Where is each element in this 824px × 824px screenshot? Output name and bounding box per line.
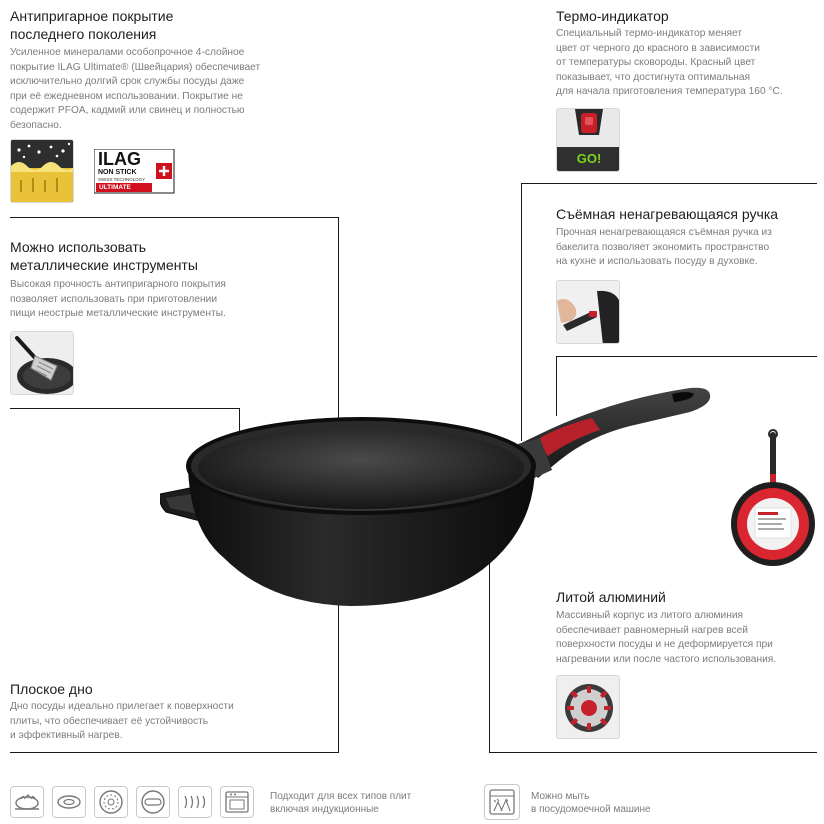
ilag-line3: ULTIMATE bbox=[96, 183, 152, 192]
metal-tools-description: Высокая прочность антипригарного покрытия позволяет использовать при приготовлении пищи неострые металлические инструменты. bbox=[10, 279, 226, 320]
connector-bottom-v bbox=[338, 604, 339, 752]
dishwasher-icon bbox=[484, 784, 520, 820]
halogen-icon bbox=[178, 786, 212, 818]
thermo-description: Специальный термо-индикатор меняет цвет от черного до красного в зависимости от температуры сковороды. Красный цвет показывает, что достигнута оптимальная для начала приготовления температура 160 °С. bbox=[556, 28, 783, 98]
pan-packaging-image bbox=[728, 428, 818, 576]
ilag-logo bbox=[94, 149, 180, 195]
connector-handle-h bbox=[521, 183, 817, 184]
electric-plate-icon bbox=[52, 786, 86, 818]
induction-icon bbox=[94, 786, 128, 818]
connector-aluminium-h bbox=[556, 356, 817, 357]
connector-aluminium-body-h bbox=[489, 752, 817, 753]
frying-pan-image bbox=[160, 380, 720, 610]
coating-title: Антипригарное покрытие последнего поколения bbox=[10, 8, 174, 42]
ilag-brand: ILAG bbox=[98, 149, 141, 169]
ilag-line1: NON STICK bbox=[98, 169, 137, 176]
spatula-icon bbox=[10, 331, 74, 395]
connector-bottom-h bbox=[10, 752, 339, 753]
thermo-go-badge: GO! bbox=[576, 151, 602, 166]
ceramic-hob-icon bbox=[136, 786, 170, 818]
thermo-title: Термо-индикатор bbox=[556, 8, 669, 24]
ilag-line2: SWISS TECHNOLOGY bbox=[98, 177, 146, 182]
oven-icon bbox=[220, 786, 254, 818]
connector-metal-tools-h bbox=[10, 217, 339, 218]
stoves-compatibility-text: Подходит для всех типов плит включая индукционные bbox=[270, 791, 412, 815]
flat-bottom-title: Плоское дно bbox=[10, 681, 93, 697]
dishwasher-text: Можно мыть в посудомоечной машине bbox=[531, 791, 651, 815]
detachable-handle-icon bbox=[556, 280, 620, 344]
handle-title: Съёмная ненагревающаяся ручка bbox=[556, 206, 779, 222]
aluminium-description: Массивный корпус из литого алюминия обеспечивает равномерный нагрев всей поверхности посуды и не деформируется при нагревании или после частого использования. bbox=[556, 610, 777, 665]
coating-layers-icon bbox=[10, 139, 74, 203]
thermo-indicator-icon bbox=[556, 108, 620, 172]
heat-distribution-icon bbox=[556, 675, 620, 739]
metal-tools-title: Можно использовать металлические инструменты bbox=[10, 239, 198, 273]
flat-bottom-description: Дно посуды идеально прилегает к поверхности плиты, что обеспечивает её устойчивость и эффективный нагрев. bbox=[10, 701, 234, 742]
gas-stove-icon bbox=[10, 786, 44, 818]
handle-description: Прочная ненагревающаяся съёмная ручка из бакелита позволяет экономить пространство на кухне и использовать посуду в духовке. bbox=[556, 227, 772, 268]
coating-description: Усиленное минералами особопрочное 4-слойное покрытие ILAG Ultimate® (Швейцария) обеспечивает исключительно долгий срок службы посуды даже при её ежедневном использовании. Покрытие не содержит PFOA, кадмий или свинец и полностью безопасно. bbox=[10, 47, 261, 131]
aluminium-title: Литой алюминий bbox=[556, 589, 666, 605]
